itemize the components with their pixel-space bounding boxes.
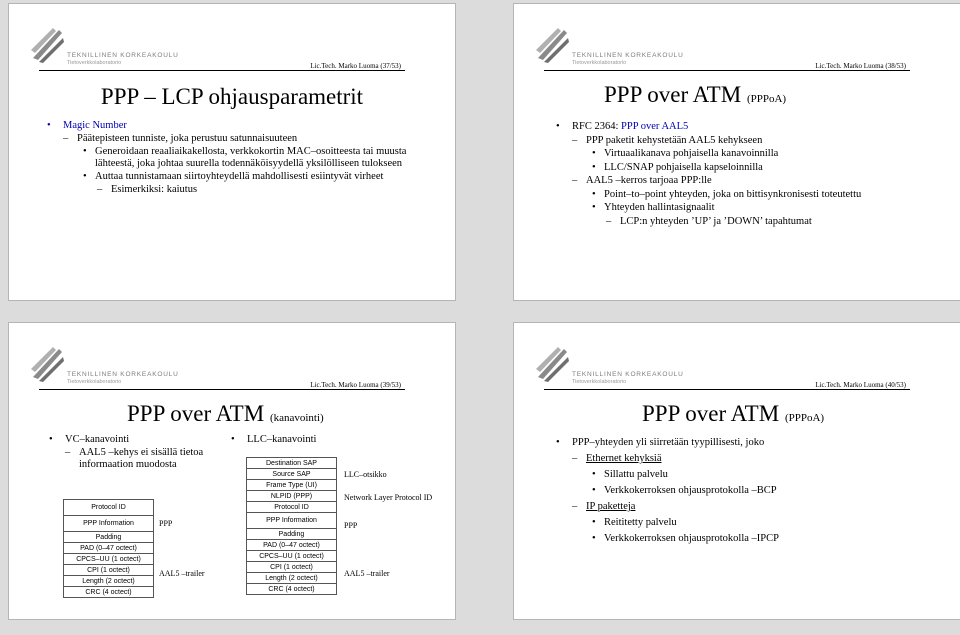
llc-column	[231, 434, 431, 447]
bullet-sub-sub: • Virtuaalikanava pohjaisella kanavoinnilla	[556, 148, 942, 161]
page-info: Lic.Tech. Marko Luoma (38/53)	[815, 62, 906, 70]
llc-heading: • LLC–kanavointi	[231, 434, 431, 446]
bullet-sub: – AAL5 –kerros tarjoaa PPP:lle	[556, 175, 942, 188]
university-logo	[534, 343, 704, 385]
vc-row: PPP Information	[64, 516, 154, 532]
logo-dept-name: Tietoverkkolaboratorio	[67, 379, 122, 385]
logo-org-name: TEKNILLINEN KORKEAKOULU	[572, 52, 684, 59]
slide-body	[47, 120, 437, 197]
bullet-sub-sub: • Point–to–point yhteyden, joka on bittisynkronisesti toteutettu	[556, 189, 942, 202]
rfc-text: RFC 2364:	[572, 121, 622, 132]
llc-row: Protocol ID	[247, 502, 337, 513]
vc-row: CRC (4 octect)	[64, 587, 154, 598]
slide-37	[8, 3, 456, 301]
logo-dept-name: Tietoverkkolaboratorio	[572, 60, 627, 66]
header-rule	[39, 389, 405, 390]
bullet-magic-number: • Magic Number	[47, 120, 437, 132]
llc-row: CRC (4 octect)	[247, 584, 337, 595]
bullet-sub-sub: • Verkkokerroksen ohjausprotokolla –BCP	[556, 483, 942, 498]
header-rule	[39, 70, 405, 71]
bullet-sub-sub: • Yhteyden hallintasignaalit	[556, 202, 942, 215]
vc-label-trailer: AAL5 –trailer	[159, 569, 205, 578]
llc-label-trailer: AAL5 –trailer	[344, 569, 390, 578]
vc-row: Length (2 octect)	[64, 576, 154, 587]
llc-row: CPI (1 octect)	[247, 562, 337, 573]
logo-emblem-icon	[29, 24, 65, 64]
page-info: Lic.Tech. Marko Luoma (37/53)	[310, 62, 401, 70]
title-text: PPP over ATM	[642, 401, 780, 426]
vc-label-ppp: PPP	[159, 519, 173, 528]
slide-title	[9, 84, 455, 110]
university-logo	[29, 24, 199, 66]
slide-39	[8, 322, 456, 620]
university-logo	[29, 343, 199, 385]
bullet-sub: – Päätepisteen tunniste, joka perustuu satunnaisuuteen	[47, 133, 437, 145]
bullet-rfc	[556, 121, 942, 134]
bullet-sub-sub: • Auttaa tunnistamaan siirtoyhteydellä mahdollisesti esiintyvät virheet	[47, 171, 437, 183]
ethernet-link: Ethernet kehyksiä	[586, 453, 662, 464]
bullet-intro: • PPP–yhteyden yli siirretään tyypillisesti, joko	[556, 435, 942, 450]
bullet-sub-sub: • Sillattu palvelu	[556, 467, 942, 482]
vc-row: CPCS–UU (1 octect)	[64, 554, 154, 565]
slide-body	[556, 435, 942, 547]
llc-label-ppp: PPP	[344, 521, 358, 530]
header-rule	[544, 70, 910, 71]
header-rule	[544, 389, 910, 390]
slide-title	[604, 82, 786, 108]
slide-title	[642, 401, 824, 427]
ip-link: IP paketteja	[586, 501, 636, 512]
title-small: (PPPoA)	[746, 93, 787, 105]
bullet-sub-sub: • LLC/SNAP pohjaisella kapseloinnilla	[556, 162, 942, 175]
llc-row: NLPID (PPP)	[247, 491, 337, 502]
logo-org-name: TEKNILLINEN KORKEAKOULU	[572, 371, 684, 378]
bullet-lcp-events: – LCP:n yhteyden ’UP’ ja ’DOWN’ tapahtumat	[556, 216, 942, 229]
llc-row: Frame Type (UI)	[247, 480, 337, 491]
bullet-sub-sub: • Reititetty palvelu	[556, 515, 942, 530]
bullet-sub: – PPP paketit kehystetään AAL5 kehykseen	[556, 135, 942, 148]
title-text: PPP – LCP ohjausparametrit	[100, 84, 364, 109]
vc-heading: • VC–kanavointi	[49, 434, 219, 446]
bullet-sub-sub: • Generoidaan reaaliaikakellosta, verkkokortin MAC–osoitteesta tai muusta lähteestä, joka johtaa suurella todennäköisyydellä yksilölliseen tulokseen	[47, 146, 437, 170]
slide-38	[513, 3, 960, 301]
university-logo	[534, 24, 704, 66]
vc-row: CPI (1 octect)	[64, 565, 154, 576]
slide-title	[127, 401, 324, 427]
bullet-sub-sub: • Verkkokerroksen ohjausprotokolla –IPCP	[556, 531, 942, 546]
llc-row: Source SAP	[247, 469, 337, 480]
vc-frame-table	[63, 499, 154, 598]
llc-label-header: LLC–otsikko	[344, 470, 387, 479]
llc-row: Destination SAP	[247, 458, 337, 469]
llc-label-nlid: Network Layer Protocol ID	[344, 493, 433, 502]
rfc-title: PPP over AAL5	[621, 121, 689, 132]
slide-40	[513, 322, 960, 620]
title-text: PPP over ATM	[127, 401, 265, 426]
logo-dept-name: Tietoverkkolaboratorio	[572, 379, 627, 385]
llc-row: CPCS–UU (1 octect)	[247, 551, 337, 562]
title-text: PPP over ATM	[604, 82, 742, 107]
vc-row: Padding	[64, 532, 154, 543]
llc-row: PAD (0–47 octect)	[247, 540, 337, 551]
title-small: (kanavointi)	[269, 412, 324, 424]
page-info: Lic.Tech. Marko Luoma (39/53)	[310, 381, 401, 389]
vc-row: Protocol ID	[64, 500, 154, 516]
llc-row: Length (2 octect)	[247, 573, 337, 584]
llc-frame-table	[246, 457, 337, 595]
logo-emblem-icon	[29, 343, 65, 383]
slide-body	[556, 121, 942, 229]
bullet-ethernet	[556, 451, 942, 466]
vc-column	[49, 434, 219, 472]
bullet-example: – Esimerkiksi: kaiutus	[47, 184, 437, 196]
logo-org-name: TEKNILLINEN KORKEAKOULU	[67, 52, 179, 59]
logo-emblem-icon	[534, 24, 570, 64]
logo-org-name: TEKNILLINEN KORKEAKOULU	[67, 371, 179, 378]
llc-row: Padding	[247, 529, 337, 540]
vc-row: PAD (0–47 octect)	[64, 543, 154, 554]
logo-emblem-icon	[534, 343, 570, 383]
title-small: (PPPoA)	[784, 412, 825, 424]
bullet-ip	[556, 499, 942, 514]
llc-row: PPP Information	[247, 513, 337, 529]
vc-sub: – AAL5 –kehys ei sisällä tietoa informaation muodosta	[49, 447, 219, 471]
page-info: Lic.Tech. Marko Luoma (40/53)	[815, 381, 906, 389]
logo-dept-name: Tietoverkkolaboratorio	[67, 60, 122, 66]
